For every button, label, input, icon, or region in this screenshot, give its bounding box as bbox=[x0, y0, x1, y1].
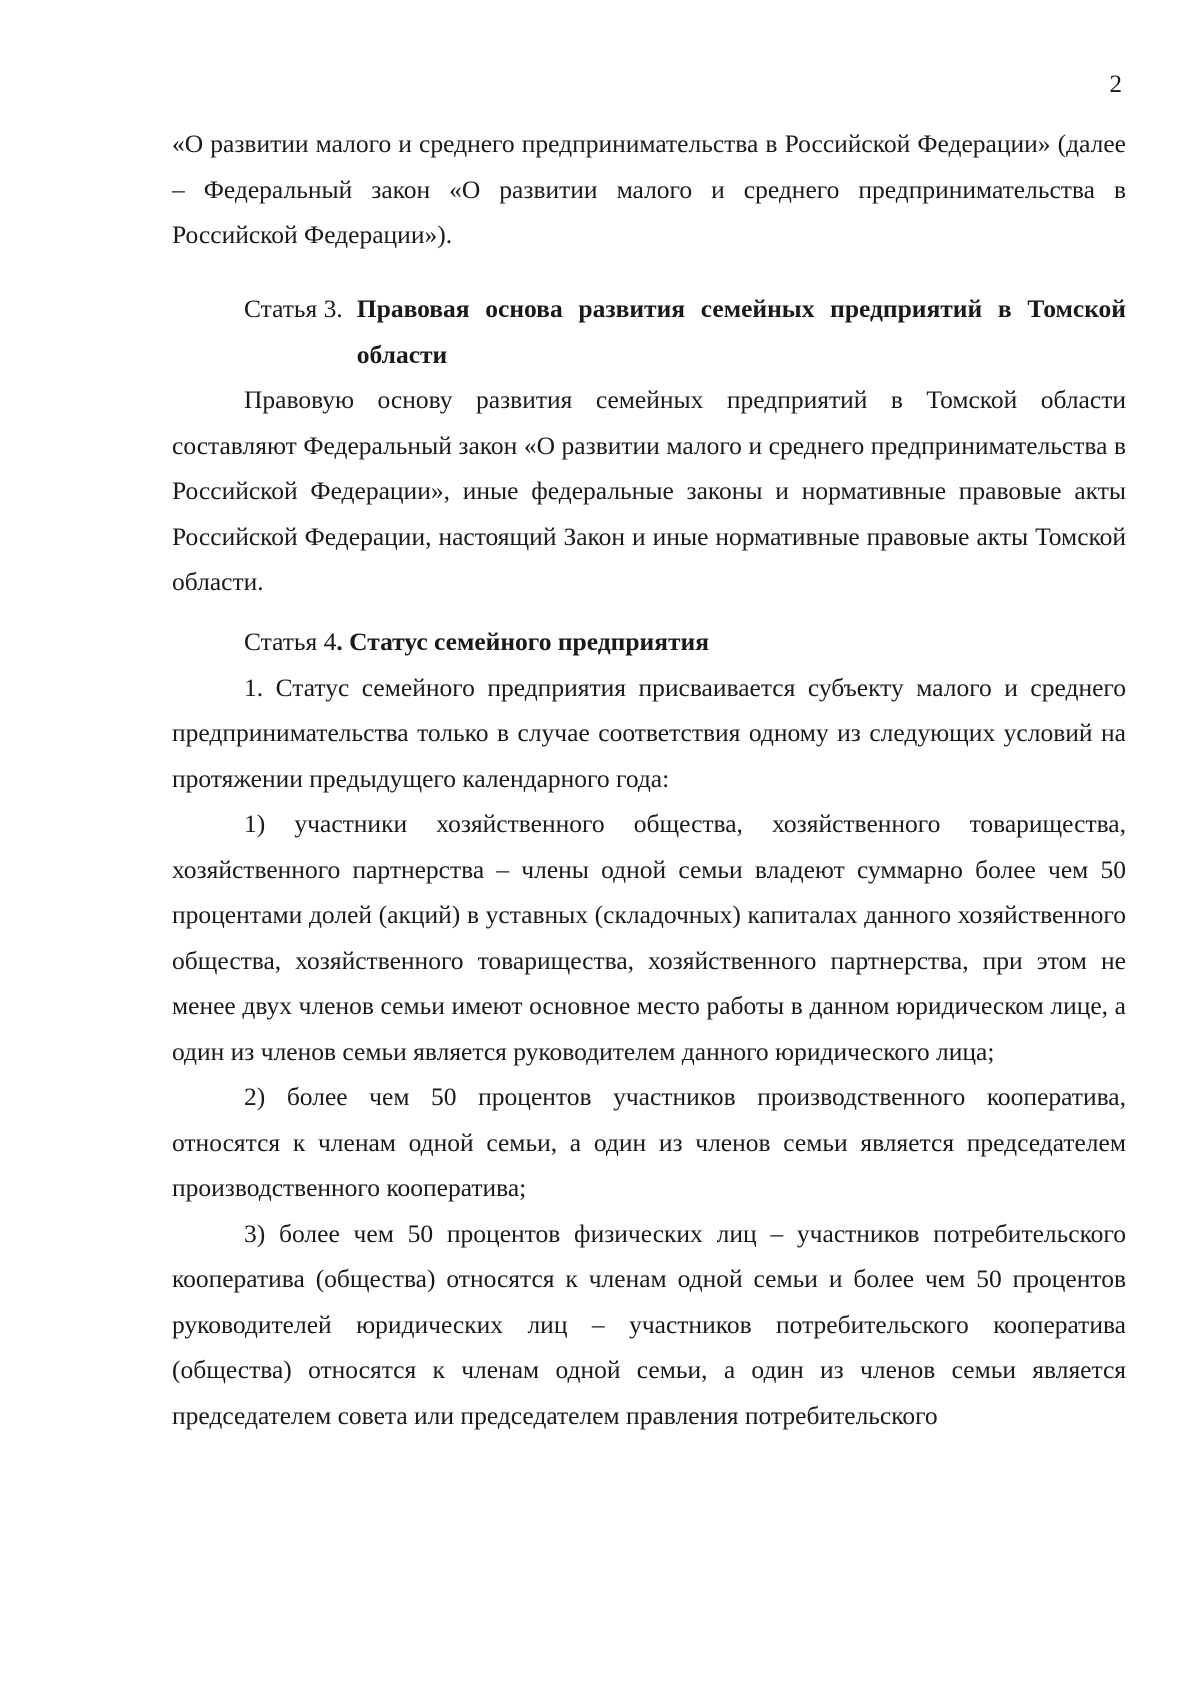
article-3-title: Правовая основа развития семейных предприятий в Томской области bbox=[356, 294, 1126, 369]
page-number: 2 bbox=[1109, 71, 1122, 98]
article-4-heading bbox=[172, 619, 1126, 665]
article-3-heading bbox=[172, 286, 1126, 377]
article-3-body: Правовую основу развития семейных предприятий в Томской области составляют Федеральный закон «О развитии малого и среднего предпринимательства в Российской Федерации», иные федеральные законы и нормативные правовые акты Российской Федерации, настоящий Закон и иные нормативные правовые акты Томской области. bbox=[172, 385, 1126, 596]
article-4 bbox=[172, 619, 1126, 1438]
intro-block bbox=[172, 121, 1126, 258]
intro-paragraph: «О развитии малого и среднего предпринимательства в Российской Федерации» (далее – Федеральный закон «О развитии малого и среднего предпринимательства в Российской Федерации»). bbox=[172, 129, 1126, 249]
article-4-paragraph-1: 1. Статус семейного предприятия присваивается субъекту малого и среднего предпринимательства только в случае соответствия одному из следующих условий на протяжении предыдущего календарного года: bbox=[172, 672, 1126, 793]
article-3 bbox=[172, 286, 1126, 605]
article-4-item-1: 1) участники хозяйственного общества, хозяйственного товарищества, хозяйственного партнерства – члены одной семьи владеют суммарно более чем 50 процентами долей (акций) в уставных (складочных) капиталах данного хозяйственного общества, хозяйственного товарищества, хозяйственного партнерства, при этом не менее двух членов семьи имеют основное место работы в данном юридическом лице, а один из членов семьи является руководителем данного юридического лица; bbox=[172, 809, 1126, 1066]
article-4-label: Статья 4 bbox=[244, 627, 337, 656]
article-4-title: . Статус семейного предприятия bbox=[336, 627, 709, 656]
article-4-item-3: 3) более чем 50 процентов физических лиц – участников потребительского кооператива (общества) относятся к членам одной семьи и более чем 50 процентов руководителей юридических лиц – участников потребительского кооператива (общества) относятся к членам одной семьи, а один из членов семьи является председателем совета или председателем правления потребительского bbox=[172, 1218, 1126, 1430]
article-3-label: Статья 3. bbox=[244, 294, 343, 323]
article-4-item-2: 2) более чем 50 процентов участников производственного кооператива, относятся к членам одной семьи, а один из членов семьи является председателем производственного кооператива; bbox=[172, 1082, 1126, 1202]
